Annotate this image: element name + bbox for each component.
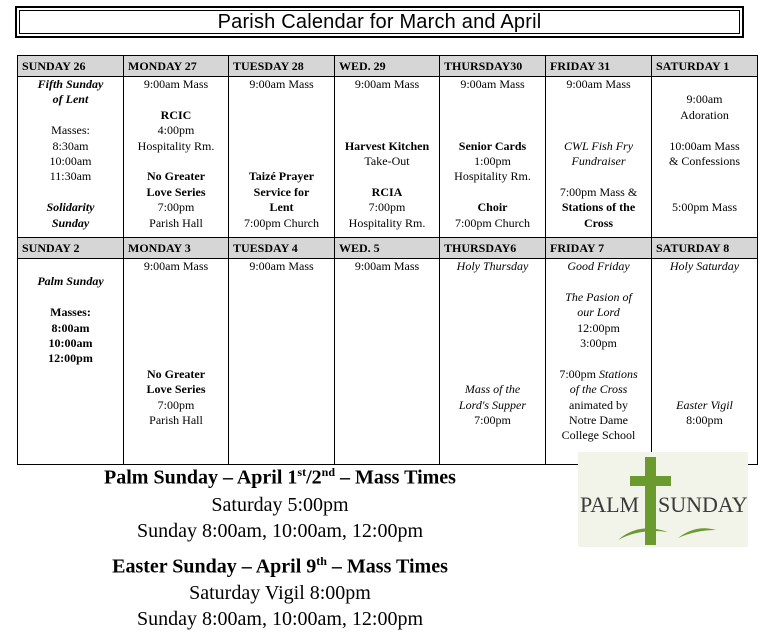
event-line: Solidarity	[46, 200, 95, 215]
event-line: No Greater	[146, 169, 206, 184]
event-line: RCIA	[371, 184, 403, 199]
heading-part: /2	[306, 466, 322, 489]
week1-row	[18, 77, 758, 238]
day-cell-sunday-26	[18, 77, 124, 238]
event-line: Fifth Sunday	[37, 77, 104, 91]
event-line: Hospitality Rm.	[137, 138, 215, 153]
heading-sup: st	[297, 465, 307, 479]
event-line: Masses:	[50, 305, 91, 320]
day-header: SATURDAY 1	[652, 56, 758, 77]
day-header: WED. 29	[335, 56, 440, 77]
heading-part: – Mass Times	[335, 466, 456, 489]
heading-part: Easter Sunday – April 9	[112, 555, 317, 578]
event-line: Love Series	[146, 184, 206, 199]
event-line: CWL Fish Fry	[563, 138, 634, 153]
cross-icon	[645, 457, 656, 545]
event-line: Adoration	[680, 107, 729, 122]
event-line: 8:30am	[52, 138, 89, 153]
event-line: Holy Thursday	[456, 259, 529, 273]
easter-sunday-times: Sunday 8:00am, 10:00am, 12:00pm	[136, 608, 424, 631]
day-cell-tuesday-4	[229, 259, 335, 465]
heading-sup: nd	[321, 465, 336, 479]
event-line: 7:00pm	[157, 200, 195, 215]
heading-part: – Mass Times	[326, 555, 448, 578]
event-line: animated by	[569, 397, 628, 412]
event-line: Love Series	[146, 382, 206, 397]
heading-sup: th	[316, 553, 327, 568]
day-cell-thursday-30	[440, 77, 546, 238]
day-header: SUNDAY 2	[18, 238, 124, 259]
event-line-part: Stations	[599, 366, 638, 381]
calendar-title-box	[15, 6, 744, 38]
event-line: Lord's Supper	[458, 397, 527, 412]
event-line: & Confessions	[668, 154, 740, 168]
palm-sunday-logo	[578, 452, 748, 547]
day-cell-wednesday-5	[335, 259, 440, 465]
event-line: Parish Hall	[149, 215, 203, 230]
event-line: our Lord	[577, 305, 620, 320]
calendar-title: Parish Calendar for March and April	[217, 10, 542, 33]
day-cell-thursday-6	[440, 259, 546, 465]
event-line: 8:00pm	[686, 412, 723, 427]
event-line: 9:00am Mass	[143, 77, 209, 91]
event-line: Easter Vigil	[676, 397, 733, 412]
event-line: Service for	[253, 184, 310, 199]
event-line: Hospitality Rm.	[454, 169, 531, 184]
day-cell-tuesday-28	[229, 77, 335, 238]
day-cell-monday-27	[124, 77, 229, 238]
event-line: 9:00am Mass	[143, 259, 209, 273]
day-cell-friday-7	[546, 259, 652, 465]
event-line: 10:00am	[49, 154, 92, 169]
day-cell-monday-3	[124, 259, 229, 465]
event-line: 9:00am Mass	[249, 259, 314, 273]
event-line: 7:00pm Mass &	[559, 184, 638, 199]
day-header: WED. 5	[335, 238, 440, 259]
day-header: SUNDAY 26	[18, 56, 124, 77]
event-line: 9:00am Mass	[460, 77, 525, 91]
event-line: 9:00am Mass	[249, 77, 314, 91]
event-line: 10:00am	[48, 336, 93, 350]
event-line: No Greater	[146, 366, 206, 381]
palm-leaf-icon	[618, 528, 668, 540]
day-header: MONDAY 27	[124, 56, 229, 77]
day-header: FRIDAY 31	[546, 56, 652, 77]
event-line: of Lent	[52, 92, 89, 107]
event-line: Good Friday	[567, 259, 630, 273]
event-line: 10:00am Mass	[669, 138, 740, 153]
palm-leaf-icon	[678, 528, 716, 538]
day-cell-saturday-1	[652, 77, 758, 238]
cross-bar	[630, 476, 671, 486]
day-cell-saturday-8	[652, 259, 758, 465]
mass-times-section	[0, 458, 560, 632]
event-line: 5:00pm Mass	[671, 200, 737, 215]
palm-sunday-heading	[0, 458, 560, 492]
day-cell-sunday-2	[18, 259, 124, 465]
day-header: TUESDAY 4	[229, 238, 335, 259]
palm-saturday-time: Saturday 5:00pm	[211, 493, 349, 516]
event-line: 7:00pm	[157, 397, 195, 412]
event-line: RCIC	[160, 107, 192, 122]
event-line: Notre Dame	[569, 413, 628, 428]
event-line: Cross	[583, 215, 614, 230]
event-line: Masses:	[51, 123, 90, 138]
event-line: Palm Sunday	[37, 274, 104, 289]
event-line: of the Cross	[569, 382, 628, 397]
event-line: Senior Cards	[458, 138, 527, 153]
day-cell-wednesday-29	[335, 77, 440, 238]
event-line: 9:00am Mass	[354, 77, 420, 91]
event-line	[548, 367, 649, 382]
event-line: Lent	[269, 200, 294, 215]
event-line: Take-Out	[364, 153, 410, 168]
event-line: Choir	[477, 200, 508, 215]
day-header: TUESDAY 28	[229, 56, 335, 77]
event-line: 7:00pm Church	[455, 215, 530, 230]
palm-sunday-logo-graphic	[578, 452, 748, 547]
day-header: FRIDAY 7	[546, 238, 652, 259]
day-header: THURSDAY6	[440, 238, 546, 259]
logo-word-palm: PALM	[580, 492, 640, 517]
day-header: THURSDAY30	[440, 56, 546, 77]
event-line: 8:00am	[51, 320, 90, 335]
event-line: Taizé Prayer	[248, 169, 315, 184]
event-line: 7:00pm	[368, 200, 406, 215]
event-line-part: 7:00pm	[559, 366, 596, 381]
easter-vigil-time: Saturday Vigil 8:00pm	[189, 582, 371, 605]
event-line: 9:00am	[686, 92, 723, 107]
event-line: 3:00pm	[580, 336, 617, 351]
event-line: Sunday	[51, 215, 90, 230]
week2-row	[18, 259, 758, 465]
event-line: Harvest Kitchen	[344, 138, 430, 153]
palm-sunday-times: Sunday 8:00am, 10:00am, 12:00pm	[136, 519, 424, 542]
heading-part: Palm Sunday – April 1	[104, 466, 298, 489]
event-line: 1:00pm	[474, 153, 511, 168]
day-cell-friday-31	[546, 77, 652, 238]
week2-header-row	[18, 238, 758, 259]
event-line: 11:30am	[49, 169, 92, 184]
event-line: Mass of the	[464, 382, 521, 397]
event-line: 4:00pm	[157, 123, 195, 138]
event-line: Stations of the	[561, 200, 636, 215]
day-header: SATURDAY 8	[652, 238, 758, 259]
event-line: 12:00pm	[577, 320, 620, 335]
event-line: 7:00pm Church	[244, 215, 319, 230]
event-line: 12:00pm	[48, 351, 93, 366]
event-line: College School	[561, 428, 636, 443]
event-line: 9:00am Mass	[354, 259, 420, 273]
calendar-table	[17, 55, 758, 465]
event-line: Parish Hall	[149, 412, 203, 427]
event-line: Hospitality Rm.	[348, 215, 426, 230]
day-header: MONDAY 3	[124, 238, 229, 259]
week1-header-row	[18, 56, 758, 77]
event-line: 9:00am Mass	[566, 77, 631, 91]
event-line: The Pasion of	[565, 289, 632, 304]
event-line: Holy Saturday	[669, 259, 740, 273]
event-line: Fundraiser	[571, 153, 626, 168]
easter-sunday-heading	[0, 547, 560, 581]
logo-word-sunday: SUNDAY	[658, 492, 748, 517]
event-line: 7:00pm	[474, 412, 511, 427]
